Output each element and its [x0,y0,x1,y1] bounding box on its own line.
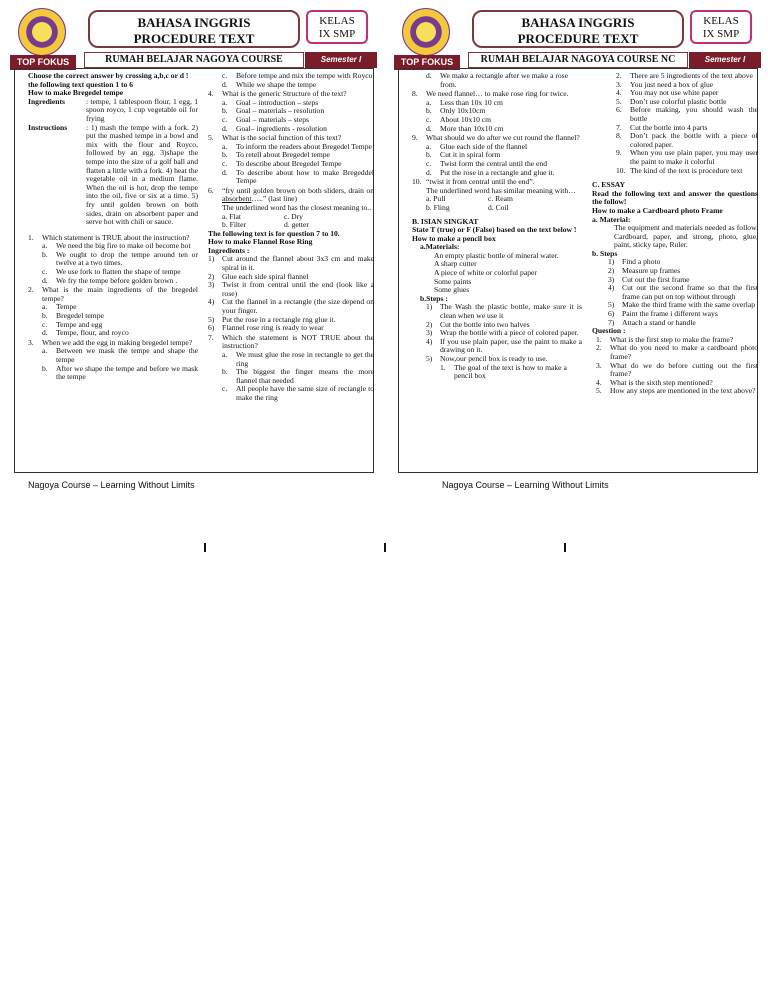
item-text: Attach a stand or handle [622,317,696,327]
item-marker: 2) [426,319,433,329]
item-marker: 8. [616,131,622,141]
item-marker: 2. [596,343,602,353]
item-marker: c. [222,71,228,80]
item-text: When you use plain paper, you may user the paint to make it colorful [630,148,758,166]
question-number: 3. [28,337,34,347]
left-column-1 [28,72,198,382]
step-list [208,255,374,332]
list-item [592,132,758,149]
materials-label: a. Material: [592,214,631,224]
list-item [28,312,198,321]
page-mark [204,543,206,552]
essay-questions [592,336,758,396]
item-marker: 4. [616,88,622,98]
item-text: What do we do before cutting out the first frame? [610,360,758,379]
material-item: A piece of white or colorful paper [434,268,537,278]
question-text: Which statement is TRUE about the instruction? [42,232,190,242]
item-marker: b. [42,311,48,321]
item-text: Cut out the first frame [622,274,690,284]
item-marker: 1. [596,334,602,344]
list-item [208,298,374,315]
top-fokus-badge: TOP FOKUS [10,55,76,70]
tf-list [592,72,758,175]
question-text: What is the main ingredients of the bregedel tempe? [42,285,198,303]
kelas-line2: IX SMP [702,28,740,40]
right-column-2 [592,72,758,396]
option-b: b. Fling [426,202,450,212]
item-marker: c. [222,114,228,124]
section-c-title: C. ESSAY [592,180,626,190]
q3-continued [208,72,374,89]
item-text: Cut around the flannel about 3x3 cm and make spiral in it. [222,254,374,273]
item-text: Bregedel tempe [56,311,104,321]
question-number: 2. [28,285,34,295]
item-text: To describe about Bregedel Tempe [236,158,342,168]
item-marker: b. [222,150,228,160]
q6-subtext: The underlined word has the closest meaning to.. [222,202,372,212]
page-mark [384,543,386,552]
semester-badge: Semester I [305,52,377,68]
item-text: Don’t use colorful plastic bottle [630,96,727,106]
option-b: b. Filter [222,220,247,230]
materials-text: The equipment and materials needed as follow. Cardboard, paper, and strong, photo, glue, paint, sticky tape, Ruler. [614,223,758,250]
item-marker: d. [222,79,228,89]
item-marker: 6) [608,309,615,319]
item-text: The kind of the text is procedure text [630,165,743,175]
item-marker: 4) [608,283,615,293]
item-text: Paint the frame i different ways [622,309,718,319]
footer: Nagoya Course – Learning Without Limits [442,480,609,490]
item-text: Cut it in spiral form [440,150,501,160]
item-marker: d. [222,167,228,177]
list-item [592,106,758,123]
item-text: Tempe, flour, and royco [56,328,129,338]
list-item [208,125,374,134]
worksheet-page-left [0,0,384,520]
material-item: Some paints [434,276,472,286]
item-marker: 1) [608,257,615,267]
item-text: Before making, you should wash the bottle [630,105,758,123]
q10-subtext: The underlined word has similar meaning with… [426,185,576,195]
item-marker: a. [426,141,432,151]
item-text: After we shape the tempe and before we mask the tempe [56,363,198,382]
tf-number: 1. [440,362,446,372]
item-text: Put the rose in a rectangle rng glue it. [222,314,336,324]
item-text: You just need a box of glue [630,79,714,89]
list-item [208,169,374,186]
semester-badge: Semester I [689,52,761,68]
list-item [412,169,582,178]
q6-text-before: “fry until golden brown on both sliders, drain on [222,185,374,195]
question-number: 9. [412,133,418,143]
item-text: To retell about Bregedel tempe [236,150,330,160]
item-text: More than 10x10 cm [440,123,504,133]
item-marker: d. [426,167,432,177]
list-item [208,81,374,90]
step-list [412,303,582,363]
item-text: Goal – materials – steps [236,114,309,124]
item-marker: 6. [616,105,622,115]
instructions-intro: Choose the correct answer by crossing a,b,c or d ! the following text question 1 to 6 [28,71,189,89]
question-number: 5. [208,133,214,143]
item-text: Goal – materials – resolution [236,106,325,116]
item-marker: d. [42,275,48,285]
list-item [28,365,198,382]
option-c: c. Dry [284,211,303,221]
item-text: Twist form the central until the end [440,158,548,168]
item-text: While we shape the tempe [236,79,317,89]
item-text: All people have the same size of rectangle to make the ring [236,384,374,402]
question-number: 4. [208,89,214,99]
item-marker: c. [222,158,228,168]
item-text: Flannel rose ring is ready to wear [222,323,324,333]
question-text: Which the statement is NOT TRUE about the instruction? [222,332,374,351]
item-text: Don’t pack the bottle with a piece of colored paper. [630,131,758,149]
item-text: Tempe [56,302,77,312]
item-text: Before tempe and mix the tempe with Royco [236,71,373,80]
question-text: What is the generic Structure of the text? [222,89,347,99]
item-marker: 5) [208,314,215,324]
item-text: About 10x10 cm [440,114,492,124]
item-text: To describe about how to make Bregeddel Tempe [236,167,374,186]
item-marker: 1) [426,302,433,312]
item-marker: 3) [208,280,215,290]
kelas-line1: KELAS [319,15,355,27]
item-marker: 6) [208,323,215,333]
kelas-line2: IX SMP [318,28,356,40]
item-marker: 5. [616,96,622,106]
question-number: 10. [412,177,422,187]
q7-option-d [412,72,582,89]
item-text: We need the big fire to make oil become hot [56,241,191,251]
item-marker: b. [222,106,228,116]
kelas-box [690,10,752,44]
item-text: We use fork to flatten the shape of tempe [56,267,181,277]
question [28,286,198,303]
item-text: Glue each side spiral flannel [222,271,309,281]
item-text: To inform the readers about Bregedel Tempe [236,141,372,151]
kelas-box [306,10,368,44]
item-marker: 5. [596,386,602,396]
title-line1: BAHASA INGGRIS [137,15,251,30]
question-label: Question : [592,326,626,336]
step-list [592,258,758,327]
option-a: a. Pull [426,194,446,204]
ingredients-label: Ingredients [28,96,65,106]
question-6 [208,187,374,204]
item-marker: d. [42,328,48,338]
list-item [412,125,582,134]
item-marker: 1) [208,254,215,264]
nagoya-course-logo [18,8,66,56]
footer: Nagoya Course – Learning Without Limits [28,480,195,490]
list-item [28,303,198,312]
item-marker: b. [426,150,432,160]
question-text: What is the social function of this text? [222,133,342,143]
list-item [208,255,374,272]
item-marker: 3) [426,328,433,338]
item-text: The biggest the finger means the more flannel that needed [236,367,374,385]
item-marker: c. [42,319,48,329]
item-marker: a. [42,241,48,251]
list-item [208,351,374,368]
item-marker: 7) [608,317,615,327]
item-text: What do you need to make a cardboard photo frame? [610,343,758,361]
q6-underlined-word: absorbent [222,194,252,204]
option-d: d. Coil [488,202,509,212]
item-marker: 10. [616,165,626,175]
item-marker: a. [42,346,48,356]
list-item [28,347,198,364]
list-item [28,329,198,338]
ingredients-label: Ingredients : [208,245,250,255]
rumah-belajar-banner: RUMAH BELAJAR NAGOYA COURSE NC [468,52,688,68]
item-marker: c. [426,114,432,124]
list-item [412,107,582,116]
item-text: How any steps are mentioned in the text above? [610,386,756,396]
item-text: Wrap the bottle with a piece of colored paper. [440,328,579,338]
list-item [592,284,758,301]
item-marker: 4) [208,297,215,307]
section2-title: How to make Flannel Rose Ring [208,237,313,247]
title-box [472,10,684,48]
item-marker: b. [42,363,48,373]
question-list [412,90,582,177]
item-marker: 9. [616,148,622,158]
item-text: We must glue the rose in rectangle to get the ring [236,350,374,368]
item-marker: b. [222,367,228,377]
list-item [412,99,582,108]
question-number: 1. [28,232,34,242]
list-item [592,167,758,176]
material-item: A sharp cutter [434,259,477,269]
section-c-intro: Read the following text and answer the questions the follow! [592,188,758,207]
option-text: We make a rectangle after we make a rose from. [440,71,568,89]
q7-options [208,351,374,403]
question-text [222,187,374,204]
item-marker: 7. [616,122,622,132]
rumah-belajar-banner: RUMAH BELAJAR NAGOYA COURSE [84,52,304,68]
list-item [208,368,374,385]
question-text: When we add the egg in making bregedel tempe? [42,337,193,347]
item-marker: c. [426,158,432,168]
steps-label: b. Steps [592,248,618,258]
item-marker: 3. [616,79,622,89]
top-fokus-badge: TOP FOKUS [394,55,460,70]
question-text: We need flannel… to make rose ring for twice. [426,89,569,99]
list-item [208,324,374,333]
title-line2: PROCEDURE TEXT [133,31,255,46]
item-text: Tempe and egg [56,319,103,329]
tf-text: The goal of the text is how to make a pencil box [454,362,567,381]
item-text: What is the first step to make the frame? [610,334,734,344]
title-line2: PROCEDURE TEXT [517,31,639,46]
item-text: Make the third frame with the same overlap [622,300,756,310]
item-marker: a. [222,350,228,359]
item-marker: d. [426,123,432,133]
question-number: 8. [412,89,418,99]
item-text: You may not use white paper [630,88,719,98]
item-marker: c. [222,384,228,394]
item-marker: a. [426,97,432,107]
item-text: We ought to drop the tempe around ten or twelve at a two times. [56,249,198,268]
instructions-label: Instructions [28,122,68,132]
item-marker: 2. [616,71,622,80]
item-marker: b. [42,249,48,259]
list-item [28,251,198,268]
title-line1: BAHASA INGGRIS [521,15,635,30]
list-item [592,387,758,396]
item-text: Between we mask the tempe and shape the tempe [56,346,198,364]
list-item [28,277,198,286]
item-text: There are 5 ingredients of the text above [630,71,753,80]
item-marker: c. [42,267,48,277]
item-marker: 2) [208,271,215,281]
item-text: Goal– ingredients - resolution [236,123,327,133]
item-text: Cut the flannel in a rectangle (the size depend on your finger. [222,297,374,316]
list-item [592,362,758,379]
option-letter: d. [426,71,432,80]
title-box [88,10,300,48]
list-item [592,344,758,361]
steps-label: b.Steps : [420,293,448,303]
item-marker: 5) [426,354,433,363]
item-text: Put the rose in a rectangle and glue it. [440,167,555,177]
item-text: Find a photo [622,257,661,267]
item-text: Cut out the second frame so that the first frame can put on top without through [622,283,758,301]
section-c-recipe: How to make a Cardboard photo Frame [592,205,723,215]
option-a: a. Flat [222,211,241,221]
page-mark [564,543,566,552]
question-list [208,90,374,186]
recipe-title: How to make Bregedel tempe [28,88,124,98]
item-text: We fry the tempe before golden brown . [56,275,178,285]
item-text: Only 10x10cm [440,106,486,116]
ingredients-text: : tempe, 1 tablespoon flour, 1 egg, 1 spoon royco, 1 cup vegetable oil for frying [86,96,198,123]
item-marker: 5) [608,300,615,310]
list-item [592,149,758,166]
item-marker: 2) [608,266,615,276]
item-text: Less than 10x 10 cm [440,97,503,107]
item-text: Measure up frames [622,266,681,276]
item-marker: 3) [608,274,615,284]
materials-list [412,252,582,295]
item-text: What is the sixth step mentioned? [610,377,713,387]
list-item [412,303,582,320]
option-d: d. getter [284,220,309,230]
worksheet-page-right [384,0,768,520]
question-text: What should we do after we cut round the flannel? [426,133,580,143]
question-7 [208,334,374,351]
item-marker: 4. [596,377,602,387]
item-marker: a. [42,302,48,312]
question-text: “twist it from central until the end”. [426,177,535,187]
item-marker: a. [222,97,228,107]
kelas-line1: KELAS [703,15,739,27]
list-item [208,385,374,402]
question-list [28,234,198,382]
section-b-intro: State T (true) or F (False) based on the text below ! [412,225,577,235]
option-c: c. Ream [488,194,513,204]
material-item: Some glues [434,285,470,295]
item-marker: 3. [596,360,602,370]
item-text: Now,our pencil box is ready to use. [440,354,548,363]
material-item: An empty plastic bottle of mineral water. [434,250,559,260]
question-number: 7. [208,332,214,342]
item-text: Goal – introduction – steps [236,97,319,107]
item-text: Twist it from central until the end (look like a rose) [222,280,374,298]
question-number: 6. [208,185,214,195]
item-text: Cut the bottle into 4 parts [630,122,708,132]
item-text: Cut the bottle into two halves [440,319,530,329]
item-marker: a. [222,141,228,151]
nagoya-course-logo [402,8,450,56]
item-marker: b. [426,106,432,116]
list-item [412,338,582,355]
tf-item-1 [412,364,582,381]
section2-intro: The following text is for question 7 to 10. [208,228,340,238]
materials-label: a.Materials: [420,242,460,252]
right-column-1 [412,72,582,381]
item-marker: d. [222,123,228,133]
instructions-text: : 1) mash the tempe with a fork. 2) put the mashed tempe in a bowl and mix with the flour and Royco, followed by an egg. 3)shape the tempe into the size of a golf ball and flatten a little with a fork. 4) heat the vegetable oil in a medium flame. When the oil is hot, drop the tempe into the oil, five or six at a time. 5) fry until golden brown on both sides, drain on absorbent paper and serve hot with chili or sauce. [86,122,198,227]
item-marker: 4) [426,336,433,346]
section-b-recipe: How to make a pencil box [412,233,496,243]
q6-text-after: …..” (last line) [251,194,298,204]
item-text: Glue each side of the flannel [440,141,528,151]
item-text: The Wash the plastic bottle, make sure it is clean when we use it [440,302,582,321]
section-b-title: B. ISIAN SINGKAT [412,216,479,226]
left-column-2 [208,72,374,403]
item-text: If you use plain paper, use the paint to make a drawing on it. [440,336,582,355]
list-item [208,281,374,298]
